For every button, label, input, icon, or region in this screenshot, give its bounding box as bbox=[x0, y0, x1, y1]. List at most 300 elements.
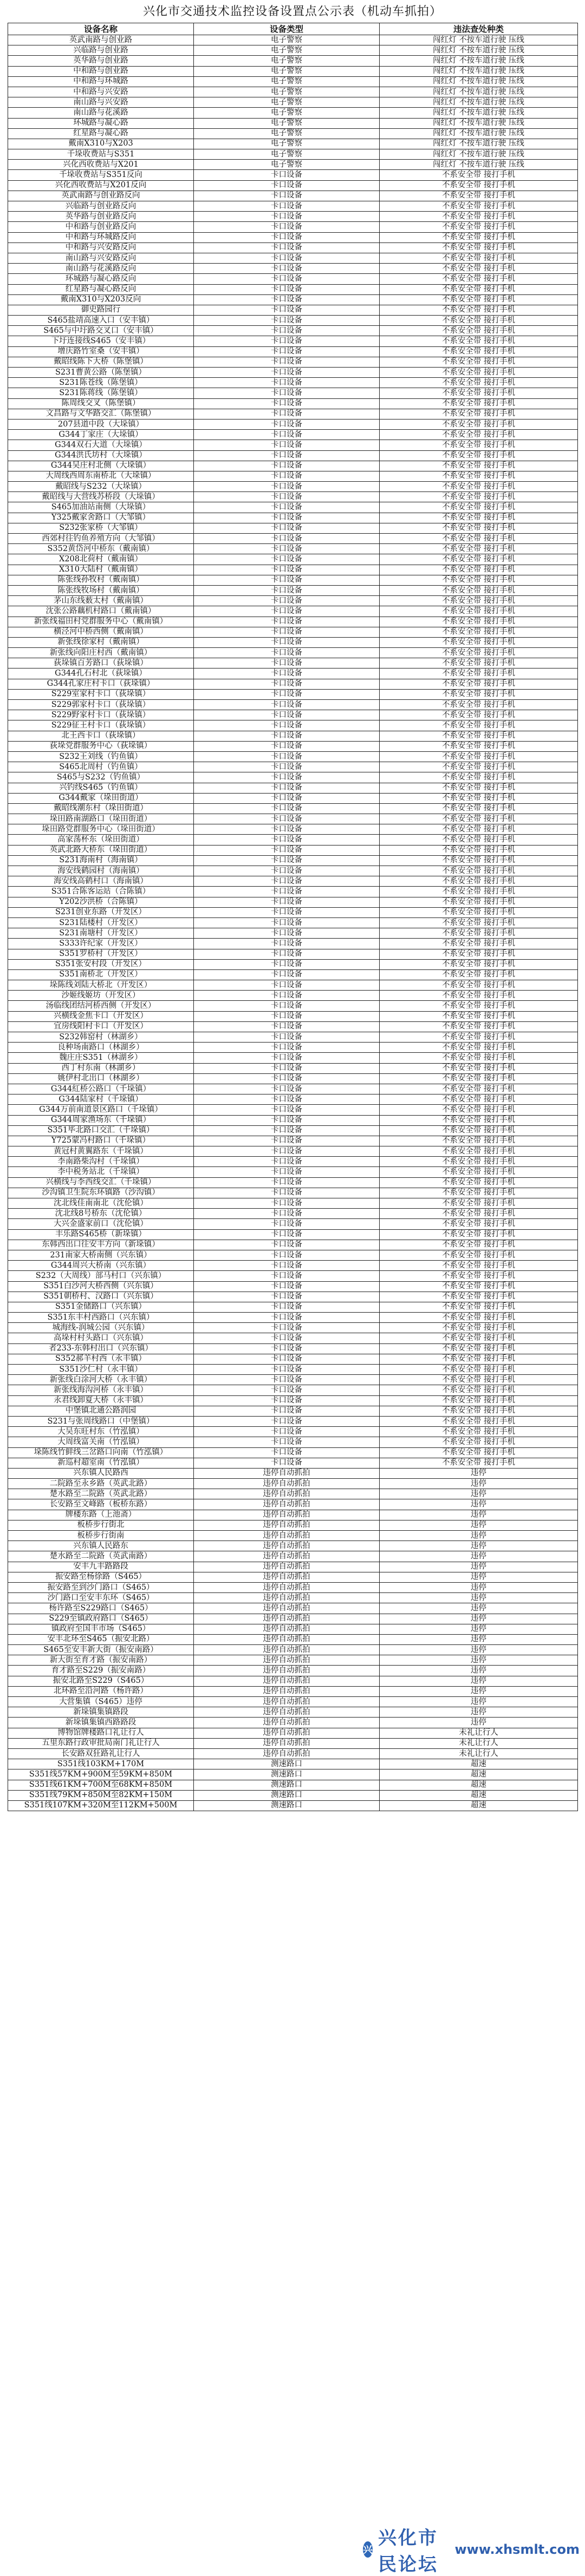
cell-device-name: 南山路与花溪路反向 bbox=[8, 264, 194, 274]
cell-violation-type: 不系安全带 接打手机 bbox=[380, 969, 578, 980]
cell-device-name: 海安线高鹤村口（海南镇） bbox=[8, 876, 194, 887]
cell-device-name: 西丁村东南（林湖乡） bbox=[8, 1063, 194, 1073]
cell-device-name: 南山路与兴安路反向 bbox=[8, 253, 194, 263]
cell-device-type: 卡口设备 bbox=[194, 398, 380, 409]
cell-violation-type: 闯红灯 不按车道行驶 压线 bbox=[380, 149, 578, 160]
cell-device-name: 楚水路至二院路（英武南路） bbox=[8, 1551, 194, 1562]
cell-device-name: S351线103KM+170M bbox=[8, 1759, 194, 1769]
cell-device-name: 红星路与凝心路 bbox=[8, 128, 194, 139]
cell-device-type: 卡口设备 bbox=[194, 212, 380, 222]
cell-device-type: 违停自动抓拍 bbox=[194, 1551, 380, 1562]
header-device-name: 设备名称 bbox=[8, 23, 194, 35]
cell-device-name: 新张线向阳庄村西（戴南镇） bbox=[8, 648, 194, 658]
table-row bbox=[8, 461, 578, 471]
cell-violation-type: 不系安全带 接打手机 bbox=[380, 1021, 578, 1032]
cell-device-type: 违停自动抓拍 bbox=[194, 1686, 380, 1696]
cell-device-name: S232王刘线（钓鱼镇） bbox=[8, 751, 194, 762]
cell-device-type: 卡口设备 bbox=[194, 1209, 380, 1219]
cell-violation-type: 不系安全带 接打手机 bbox=[380, 887, 578, 897]
cell-device-name: 沙沟镇卫生院东环镇路（沙沟镇） bbox=[8, 1188, 194, 1198]
cell-device-name: 安丰九丰路路段 bbox=[8, 1562, 194, 1572]
cell-device-type: 卡口设备 bbox=[194, 596, 380, 606]
cell-violation-type: 不系安全带 接打手机 bbox=[380, 575, 578, 585]
cell-device-name: 李南路柴沟村（千垛镇） bbox=[8, 1157, 194, 1167]
table-row bbox=[8, 907, 578, 917]
cell-violation-type: 违停 bbox=[380, 1707, 578, 1718]
cell-device-name: 207县道中段（大垛镇） bbox=[8, 419, 194, 429]
cell-device-type: 卡口设备 bbox=[194, 668, 380, 679]
cell-device-type: 卡口设备 bbox=[194, 191, 380, 201]
table-row bbox=[8, 928, 578, 939]
table-row bbox=[8, 1043, 578, 1053]
cell-device-name: 垛田路南湖路口（垛田街道） bbox=[8, 814, 194, 824]
cell-device-type: 测速路口 bbox=[194, 1759, 380, 1769]
table-row bbox=[8, 1738, 578, 1748]
cell-device-name: G344万前南道景区路口（千垛镇） bbox=[8, 1105, 194, 1115]
cell-device-name: 丰乐路S465桥（新垛镇） bbox=[8, 1229, 194, 1240]
cell-device-type: 违停自动抓拍 bbox=[194, 1634, 380, 1644]
cell-device-type: 卡口设备 bbox=[194, 554, 380, 565]
cell-violation-type: 闯红灯 不按车道行驶 压线 bbox=[380, 160, 578, 170]
page-title: 兴化市交通技术监控设备设置点公示表（机动车抓拍） bbox=[142, 5, 442, 18]
cell-violation-type: 不系安全带 接打手机 bbox=[380, 523, 578, 533]
cell-device-type: 卡口设备 bbox=[194, 326, 380, 336]
cell-violation-type: 不系安全带 接打手机 bbox=[380, 1198, 578, 1209]
cell-violation-type: 违停 bbox=[380, 1634, 578, 1644]
table-row bbox=[8, 1520, 578, 1530]
cell-violation-type: 不系安全带 接打手机 bbox=[380, 689, 578, 699]
cell-device-type: 卡口设备 bbox=[194, 1177, 380, 1188]
cell-device-type: 卡口设备 bbox=[194, 294, 380, 305]
cell-violation-type: 不系安全带 接打手机 bbox=[380, 1125, 578, 1136]
cell-device-type: 卡口设备 bbox=[194, 1313, 380, 1323]
cell-violation-type: 不系安全带 接打手机 bbox=[380, 1188, 578, 1198]
table-row bbox=[8, 1603, 578, 1614]
table-row bbox=[8, 232, 578, 242]
cell-device-type: 卡口设备 bbox=[194, 450, 380, 461]
cell-device-type: 卡口设备 bbox=[194, 368, 380, 378]
cell-violation-type: 不系安全带 接打手机 bbox=[380, 201, 578, 212]
cell-violation-type: 不系安全带 接打手机 bbox=[380, 751, 578, 762]
table-row bbox=[8, 346, 578, 357]
cell-device-name: 新垛镇集镇路段 bbox=[8, 1707, 194, 1718]
cell-device-type: 卡口设备 bbox=[194, 980, 380, 991]
cell-device-type: 卡口设备 bbox=[194, 201, 380, 212]
cell-device-type: 卡口设备 bbox=[194, 772, 380, 783]
cell-violation-type: 不系安全带 接打手机 bbox=[380, 637, 578, 647]
cell-violation-type: 不系安全带 接打手机 bbox=[380, 450, 578, 461]
cell-device-type: 违停自动抓拍 bbox=[194, 1603, 380, 1614]
cell-device-type: 卡口设备 bbox=[194, 1240, 380, 1250]
cell-violation-type: 不系安全带 接打手机 bbox=[380, 917, 578, 928]
table-row bbox=[8, 1572, 578, 1582]
cell-device-name: G344陆家村（千垛镇） bbox=[8, 1094, 194, 1105]
cell-device-type: 电子警察 bbox=[194, 97, 380, 108]
table-row bbox=[8, 1728, 578, 1738]
cell-device-name: 沈北线8号桥东（沈伦镇） bbox=[8, 1209, 194, 1219]
cell-device-name: 横泾河中桥西侧（戴南镇） bbox=[8, 627, 194, 637]
cell-device-name: 沈北线佳南南北（沈伦镇） bbox=[8, 1198, 194, 1209]
cell-device-name: 兴横线与李西线交汇（千垛镇） bbox=[8, 1177, 194, 1188]
cell-device-type: 卡口设备 bbox=[194, 1125, 380, 1136]
cell-violation-type: 闯红灯 不按车道行驶 压线 bbox=[380, 35, 578, 45]
cell-violation-type: 不系安全带 接打手机 bbox=[380, 1437, 578, 1447]
table-row bbox=[8, 450, 578, 461]
cell-violation-type: 不系安全带 接打手机 bbox=[380, 1261, 578, 1271]
cell-device-type: 卡口设备 bbox=[194, 1281, 380, 1292]
cell-device-name: G344戴家（垛田街道） bbox=[8, 793, 194, 803]
device-table bbox=[8, 23, 578, 1811]
cell-violation-type: 超速 bbox=[380, 1769, 578, 1780]
cell-violation-type: 不系安全带 接打手机 bbox=[380, 544, 578, 554]
cell-violation-type: 不系安全带 接打手机 bbox=[380, 264, 578, 274]
cell-device-type: 电子警察 bbox=[194, 139, 380, 149]
table-row bbox=[8, 1209, 578, 1219]
table-row bbox=[8, 1053, 578, 1063]
table-row bbox=[8, 1769, 578, 1780]
cell-device-type: 卡口设备 bbox=[194, 1395, 380, 1406]
cell-device-type: 卡口设备 bbox=[194, 689, 380, 699]
cell-violation-type: 不系安全带 接打手机 bbox=[380, 824, 578, 835]
cell-device-type: 卡口设备 bbox=[194, 855, 380, 866]
cell-violation-type: 不系安全带 接打手机 bbox=[380, 1063, 578, 1073]
cell-violation-type: 不系安全带 接打手机 bbox=[380, 1447, 578, 1458]
cell-device-type: 卡口设备 bbox=[194, 305, 380, 315]
cell-violation-type: 不系安全带 接打手机 bbox=[380, 1094, 578, 1105]
cell-device-name: S351毕北路口交汇（千垛镇） bbox=[8, 1125, 194, 1136]
cell-device-name: S232韩窑村（林湖乡） bbox=[8, 1032, 194, 1043]
cell-device-name: 沈张公路藕机村路口（戴南镇） bbox=[8, 606, 194, 617]
cell-device-name: S231陈蒋线（陈堡镇） bbox=[8, 388, 194, 398]
table-row bbox=[8, 513, 578, 523]
cell-device-name: S351朝桥村、汉路口（兴东镇） bbox=[8, 1292, 194, 1302]
cell-device-name: S231陈苍线（陈堡镇） bbox=[8, 378, 194, 388]
cell-device-type: 卡口设备 bbox=[194, 700, 380, 710]
cell-violation-type: 不系安全带 接打手机 bbox=[380, 866, 578, 876]
cell-device-name: 楚水路至二院路（英武北路） bbox=[8, 1489, 194, 1499]
table-row bbox=[8, 803, 578, 814]
cell-device-name: 中和路与兴安路反向 bbox=[8, 242, 194, 253]
cell-device-name: 垛陈线刘陆大桥北（开发区） bbox=[8, 980, 194, 991]
cell-device-type: 卡口设备 bbox=[194, 917, 380, 928]
cell-device-type: 卡口设备 bbox=[194, 617, 380, 627]
cell-device-name: 新大街至育才路（振安南路） bbox=[8, 1655, 194, 1666]
cell-violation-type: 不系安全带 接打手机 bbox=[380, 585, 578, 595]
table-row bbox=[8, 1115, 578, 1125]
table-row bbox=[8, 160, 578, 170]
cell-device-type: 卡口设备 bbox=[194, 1032, 380, 1043]
cell-device-type: 卡口设备 bbox=[194, 679, 380, 689]
cell-device-type: 卡口设备 bbox=[194, 170, 380, 180]
cell-device-type: 卡口设备 bbox=[194, 648, 380, 658]
table-header-row bbox=[8, 23, 578, 35]
cell-device-name: S351罗桥村（开发区） bbox=[8, 949, 194, 959]
cell-device-name: 北环路至沿河路（杨许路） bbox=[8, 1686, 194, 1696]
table-row bbox=[8, 969, 578, 980]
cell-device-name: 振安路至杨徐路（S465） bbox=[8, 1572, 194, 1582]
cell-device-name: 杨许路至S229路口（S465） bbox=[8, 1603, 194, 1614]
cell-device-type: 卡口设备 bbox=[194, 357, 380, 367]
cell-violation-type: 不系安全带 接打手机 bbox=[380, 1157, 578, 1167]
cell-violation-type: 未礼让行人 bbox=[380, 1728, 578, 1738]
cell-device-name: 兴临路与创业路反向 bbox=[8, 201, 194, 212]
cell-violation-type: 违停 bbox=[380, 1686, 578, 1696]
cell-device-type: 卡口设备 bbox=[194, 897, 380, 907]
cell-violation-type: 违停 bbox=[380, 1499, 578, 1510]
cell-device-type: 违停自动抓拍 bbox=[194, 1614, 380, 1624]
cell-violation-type: 违停 bbox=[380, 1531, 578, 1541]
cell-device-name: 良种场南路口（林湖乡） bbox=[8, 1043, 194, 1053]
table-row bbox=[8, 212, 578, 222]
table-row bbox=[8, 191, 578, 201]
cell-device-type: 卡口设备 bbox=[194, 513, 380, 523]
cell-device-name: 戴南X310与X203 bbox=[8, 139, 194, 149]
table-row bbox=[8, 1416, 578, 1426]
table-row bbox=[8, 492, 578, 502]
cell-device-type: 违停自动抓拍 bbox=[194, 1541, 380, 1551]
cell-violation-type: 不系安全带 接打手机 bbox=[380, 471, 578, 481]
table-row bbox=[8, 668, 578, 679]
table-row bbox=[8, 917, 578, 928]
cell-device-name: 231南家大桥南侧（兴东镇） bbox=[8, 1250, 194, 1260]
cell-violation-type: 不系安全带 接打手机 bbox=[380, 1333, 578, 1343]
cell-device-type: 卡口设备 bbox=[194, 1343, 380, 1354]
cell-device-type: 电子警察 bbox=[194, 35, 380, 45]
cell-violation-type: 不系安全带 接打手机 bbox=[380, 1032, 578, 1043]
cell-violation-type: 闯红灯 不按车道行驶 压线 bbox=[380, 56, 578, 66]
cell-device-name: 英华路与创业路 bbox=[8, 56, 194, 66]
cell-device-type: 测速路口 bbox=[194, 1790, 380, 1800]
cell-device-type: 违停自动抓拍 bbox=[194, 1510, 380, 1520]
cell-device-type: 卡口设备 bbox=[194, 783, 380, 793]
table-row bbox=[8, 1271, 578, 1281]
table-row bbox=[8, 772, 578, 783]
cell-device-type: 卡口设备 bbox=[194, 887, 380, 897]
cell-device-type: 卡口设备 bbox=[194, 1157, 380, 1167]
cell-violation-type: 违停 bbox=[380, 1614, 578, 1624]
cell-device-type: 卡口设备 bbox=[194, 1188, 380, 1198]
cell-violation-type: 不系安全带 接打手机 bbox=[380, 316, 578, 326]
table-row bbox=[8, 1375, 578, 1385]
table-row bbox=[8, 648, 578, 658]
cell-device-name: 兴化西收费站与X201反向 bbox=[8, 180, 194, 191]
cell-device-name: S231陆楼村（开发区） bbox=[8, 917, 194, 928]
cell-violation-type: 不系安全带 接打手机 bbox=[380, 284, 578, 294]
cell-device-type: 卡口设备 bbox=[194, 1001, 380, 1011]
cell-violation-type: 不系安全带 接打手机 bbox=[380, 803, 578, 814]
cell-device-type: 卡口设备 bbox=[194, 845, 380, 855]
cell-device-name: S465盐靖高速入口（安丰镇） bbox=[8, 316, 194, 326]
cell-violation-type: 不系安全带 接打手机 bbox=[380, 1053, 578, 1063]
cell-violation-type: 不系安全带 接打手机 bbox=[380, 1281, 578, 1292]
table-row bbox=[8, 1458, 578, 1468]
cell-violation-type: 不系安全带 接打手机 bbox=[380, 534, 578, 544]
table-row bbox=[8, 316, 578, 326]
cell-violation-type: 闯红灯 不按车道行驶 压线 bbox=[380, 87, 578, 97]
cell-violation-type: 违停 bbox=[380, 1718, 578, 1728]
cell-violation-type: 不系安全带 接打手机 bbox=[380, 191, 578, 201]
table-row bbox=[8, 627, 578, 637]
cell-violation-type: 不系安全带 接打手机 bbox=[380, 627, 578, 637]
cell-device-type: 违停自动抓拍 bbox=[194, 1489, 380, 1499]
table-row bbox=[8, 1385, 578, 1395]
table-row bbox=[8, 1655, 578, 1666]
cell-device-type: 卡口设备 bbox=[194, 1323, 380, 1333]
table-row bbox=[8, 305, 578, 315]
cell-device-name: 新巡村超室南（竹泓镇） bbox=[8, 1458, 194, 1468]
table-row bbox=[8, 170, 578, 180]
cell-violation-type: 不系安全带 接打手机 bbox=[380, 1105, 578, 1115]
table-row bbox=[8, 585, 578, 595]
cell-device-name: 大营集镇（S465）违停 bbox=[8, 1697, 194, 1707]
table-row bbox=[8, 274, 578, 284]
cell-violation-type: 不系安全带 接打手机 bbox=[380, 336, 578, 346]
cell-device-type: 违停自动抓拍 bbox=[194, 1748, 380, 1759]
cell-device-name: 茅山东线薮太村（戴南镇） bbox=[8, 596, 194, 606]
table-row bbox=[8, 1365, 578, 1375]
cell-device-type: 卡口设备 bbox=[194, 606, 380, 617]
cell-device-type: 卡口设备 bbox=[194, 1011, 380, 1021]
cell-device-type: 卡口设备 bbox=[194, 627, 380, 637]
table-row bbox=[8, 357, 578, 367]
cell-device-type: 卡口设备 bbox=[194, 565, 380, 575]
cell-device-type: 卡口设备 bbox=[194, 939, 380, 949]
cell-device-type: 卡口设备 bbox=[194, 814, 380, 824]
table-row bbox=[8, 596, 578, 606]
cell-device-name: 高家荡杯东（垛田街道） bbox=[8, 835, 194, 845]
cell-device-type: 卡口设备 bbox=[194, 346, 380, 357]
table-row bbox=[8, 242, 578, 253]
cell-device-name: S351线57KM+900M至59KM+850M bbox=[8, 1769, 194, 1780]
cell-device-name: S351南桥北（开发区） bbox=[8, 969, 194, 980]
table-row bbox=[8, 575, 578, 585]
cell-device-type: 卡口设备 bbox=[194, 876, 380, 887]
cell-device-name: 李中税务站北（千垛镇） bbox=[8, 1167, 194, 1177]
cell-device-type: 卡口设备 bbox=[194, 409, 380, 419]
cell-violation-type: 不系安全带 接打手机 bbox=[380, 1313, 578, 1323]
cell-violation-type: 不系安全带 接打手机 bbox=[380, 855, 578, 866]
cell-device-type: 违停自动抓拍 bbox=[194, 1624, 380, 1634]
table-row bbox=[8, 1125, 578, 1136]
cell-device-name: G344周家渔场东（千垛镇） bbox=[8, 1115, 194, 1125]
cell-device-type: 卡口设备 bbox=[194, 928, 380, 939]
table-row bbox=[8, 1229, 578, 1240]
cell-violation-type: 不系安全带 接打手机 bbox=[380, 1250, 578, 1260]
table-row bbox=[8, 388, 578, 398]
cell-violation-type: 超速 bbox=[380, 1800, 578, 1811]
cell-device-name: 博物馆牌楼路口礼让行人 bbox=[8, 1728, 194, 1738]
cell-violation-type: 超速 bbox=[380, 1759, 578, 1769]
cell-device-name: 兴临路与创业路 bbox=[8, 45, 194, 56]
table-row bbox=[8, 440, 578, 450]
cell-device-name: 英武南路与创业路反向 bbox=[8, 191, 194, 201]
table-row bbox=[8, 1551, 578, 1562]
table-row bbox=[8, 762, 578, 772]
table-row bbox=[8, 814, 578, 824]
cell-violation-type: 不系安全带 接打手机 bbox=[380, 1167, 578, 1177]
cell-device-type: 卡口设备 bbox=[194, 1458, 380, 1468]
header-violation-type: 违法查处种类 bbox=[380, 23, 578, 35]
table-row bbox=[8, 87, 578, 97]
cell-device-name: 二院路至永乡路（英武北路） bbox=[8, 1479, 194, 1489]
cell-device-type: 卡口设备 bbox=[194, 1167, 380, 1177]
table-row bbox=[8, 949, 578, 959]
table-row bbox=[8, 336, 578, 346]
table-row bbox=[8, 1219, 578, 1229]
cell-violation-type: 不系安全带 接打手机 bbox=[380, 419, 578, 429]
cell-device-name: 南山路与兴安路 bbox=[8, 97, 194, 108]
table-row bbox=[8, 1624, 578, 1634]
table-row bbox=[8, 1250, 578, 1260]
table-row bbox=[8, 1021, 578, 1032]
cell-device-type: 卡口设备 bbox=[194, 1271, 380, 1281]
cell-violation-type: 不系安全带 接打手机 bbox=[380, 1115, 578, 1125]
cell-device-type: 卡口设备 bbox=[194, 534, 380, 544]
cell-device-type: 卡口设备 bbox=[194, 440, 380, 450]
table-row bbox=[8, 855, 578, 866]
cell-device-name: 城海线-润城公园（兴东镇） bbox=[8, 1323, 194, 1333]
cell-device-name: 兴化西收费站与X201 bbox=[8, 160, 194, 170]
cell-device-type: 违停自动抓拍 bbox=[194, 1531, 380, 1541]
cell-device-type: 卡口设备 bbox=[194, 471, 380, 481]
cell-device-name: G344双石大道（大垛镇） bbox=[8, 440, 194, 450]
table-row bbox=[8, 845, 578, 855]
cell-device-type: 电子警察 bbox=[194, 66, 380, 76]
cell-device-name: 陈张线孙牧村（戴南镇） bbox=[8, 575, 194, 585]
cell-device-name: S229至镇政府路口（S465） bbox=[8, 1614, 194, 1624]
cell-device-type: 卡口设备 bbox=[194, 1021, 380, 1032]
table-row bbox=[8, 1157, 578, 1167]
table-row bbox=[8, 66, 578, 76]
cell-violation-type: 不系安全带 接打手机 bbox=[380, 305, 578, 315]
table-row bbox=[8, 201, 578, 212]
table-body bbox=[8, 35, 578, 1811]
table-row bbox=[8, 523, 578, 533]
cell-violation-type: 闯红灯 不按车道行驶 压线 bbox=[380, 108, 578, 118]
table-row bbox=[8, 1177, 578, 1188]
cell-device-name: 垛陈线竹鲜线三岔路口向南（竹泓镇） bbox=[8, 1447, 194, 1458]
cell-device-name: G344孔石村北（荻垛镇） bbox=[8, 668, 194, 679]
cell-device-type: 卡口设备 bbox=[194, 1053, 380, 1063]
cell-device-type: 卡口设备 bbox=[194, 585, 380, 595]
cell-violation-type: 违停 bbox=[380, 1582, 578, 1592]
table-row bbox=[8, 741, 578, 751]
cell-device-type: 卡口设备 bbox=[194, 482, 380, 492]
cell-device-type: 卡口设备 bbox=[194, 419, 380, 429]
cell-violation-type: 不系安全带 接打手机 bbox=[380, 1365, 578, 1375]
table-row bbox=[8, 1489, 578, 1499]
cell-device-name: 育才路至S229（振安南路） bbox=[8, 1666, 194, 1676]
table-row bbox=[8, 1780, 578, 1790]
cell-device-name: 振安路至到沙门路口（S465） bbox=[8, 1582, 194, 1592]
cell-device-name: S232（大周线）部马村口（兴东镇） bbox=[8, 1271, 194, 1281]
cell-violation-type: 不系安全带 接打手机 bbox=[380, 1084, 578, 1094]
cell-violation-type: 不系安全带 接打手机 bbox=[380, 658, 578, 668]
table-row bbox=[8, 637, 578, 647]
cell-device-type: 卡口设备 bbox=[194, 1146, 380, 1157]
table-row bbox=[8, 606, 578, 617]
cell-device-name: 新张线白涂河大桥（永丰镇） bbox=[8, 1375, 194, 1385]
cell-device-type: 卡口设备 bbox=[194, 1115, 380, 1125]
cell-violation-type: 不系安全带 接打手机 bbox=[380, 513, 578, 523]
cell-device-type: 卡口设备 bbox=[194, 232, 380, 242]
cell-violation-type: 不系安全带 接打手机 bbox=[380, 1302, 578, 1312]
table-row bbox=[8, 1562, 578, 1572]
cell-device-type: 卡口设备 bbox=[194, 502, 380, 513]
table-row bbox=[8, 1800, 578, 1811]
cell-violation-type: 不系安全带 接打手机 bbox=[380, 1343, 578, 1354]
cell-device-name: S351线79KM+850M至82KM+150M bbox=[8, 1790, 194, 1800]
